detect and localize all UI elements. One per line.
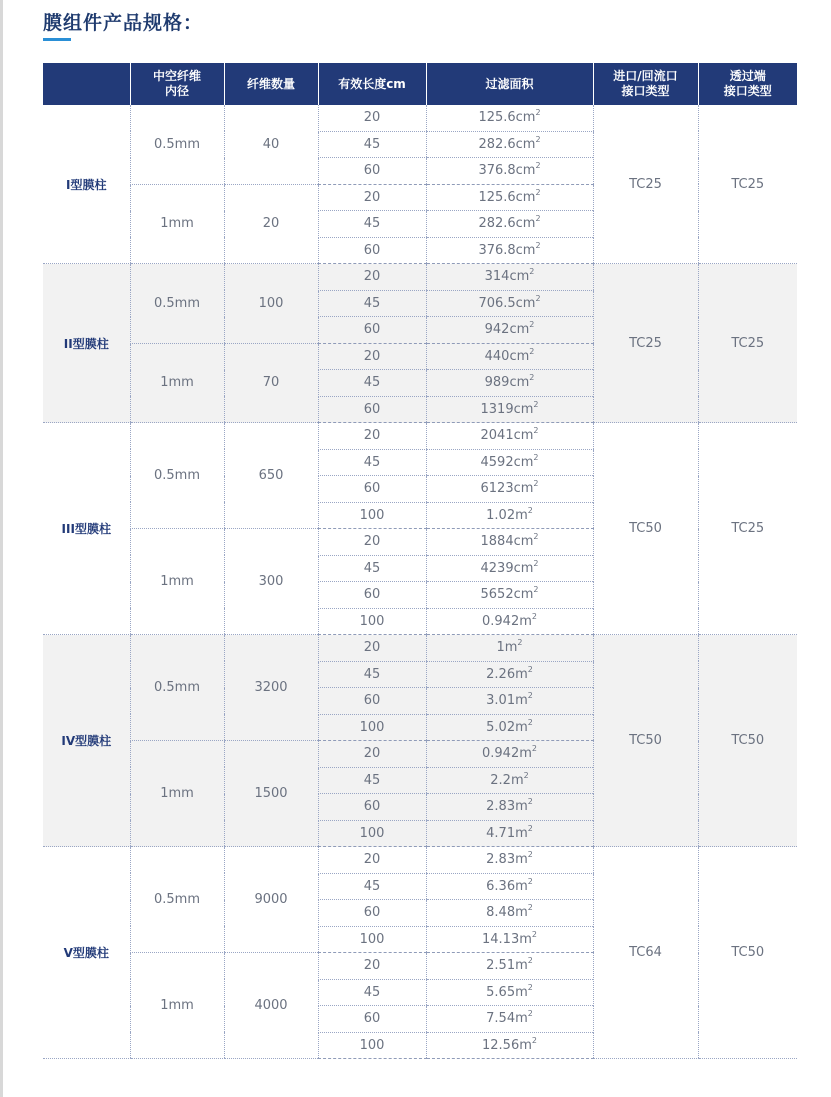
area-unit-superscript: 2 — [527, 903, 533, 913]
filter-area: $942cm^2$ — [426, 317, 593, 344]
area-unit-superscript: 2 — [533, 585, 539, 595]
filter-area: $2.26m^2$ — [426, 661, 593, 688]
membrane-group — [43, 105, 797, 264]
filter-area: $5652cm^2$ — [426, 582, 593, 609]
area-unit-superscript: 2 — [535, 293, 541, 303]
effective-length: 20 — [318, 953, 426, 980]
membrane-group — [43, 264, 797, 423]
filter-area: $2.51m^2$ — [426, 953, 593, 980]
area-unit-superscript: 2 — [527, 1009, 533, 1019]
table-row — [43, 635, 797, 662]
filter-area: $2.2m^2$ — [426, 767, 593, 794]
filter-area: $1319cm^2$ — [426, 396, 593, 423]
area-unit-superscript: 2 — [533, 426, 539, 436]
permeate-port-type: TC25 — [698, 105, 797, 264]
filter-area: $4592cm^2$ — [426, 449, 593, 476]
effective-length: 60 — [318, 396, 426, 423]
filter-area: $2041cm^2$ — [426, 423, 593, 450]
area-unit-superscript: 2 — [527, 823, 533, 833]
area-unit-superscript: 2 — [517, 638, 523, 648]
table-row — [43, 423, 797, 450]
area-unit-superscript: 2 — [535, 134, 541, 144]
membrane-type: IV型膜柱 — [43, 635, 130, 847]
effective-length: 20 — [318, 264, 426, 291]
effective-length: 20 — [318, 529, 426, 556]
effective-length: 45 — [318, 979, 426, 1006]
effective-length: 20 — [318, 847, 426, 874]
inlet-port-type: TC64 — [593, 847, 698, 1059]
area-unit-superscript: 2 — [529, 373, 535, 383]
filter-area: $314cm^2$ — [426, 264, 593, 291]
effective-length: 20 — [318, 423, 426, 450]
area-unit-superscript: 2 — [535, 161, 541, 171]
area-unit-superscript: 2 — [527, 664, 533, 674]
inlet-port-type: TC25 — [593, 264, 698, 423]
fiber-inner-diameter: 0.5mm — [130, 264, 224, 344]
filter-area: $376.8cm^2$ — [426, 158, 593, 185]
filter-area: $1m^2$ — [426, 635, 593, 662]
fiber-count: 100 — [224, 264, 318, 344]
filter-area: $282.6cm^2$ — [426, 211, 593, 238]
area-unit-superscript: 2 — [523, 770, 529, 780]
fiber-inner-diameter: 0.5mm — [130, 423, 224, 529]
area-unit-superscript: 2 — [535, 214, 541, 224]
fiber-inner-diameter: 0.5mm — [130, 847, 224, 953]
filter-area: $12.56m^2$ — [426, 1032, 593, 1059]
area-unit-superscript: 2 — [533, 532, 539, 542]
membrane-type: I型膜柱 — [43, 105, 130, 264]
filter-area: $5.65m^2$ — [426, 979, 593, 1006]
effective-length: 60 — [318, 582, 426, 609]
effective-length: 20 — [318, 635, 426, 662]
header-type — [43, 63, 130, 105]
fiber-inner-diameter: 1mm — [130, 953, 224, 1059]
fiber-inner-diameter: 1mm — [130, 343, 224, 423]
area-unit-superscript: 2 — [535, 240, 541, 250]
effective-length: 100 — [318, 608, 426, 635]
filter-area: $125.6cm^2$ — [426, 184, 593, 211]
permeate-port-type: TC50 — [698, 847, 797, 1059]
page-title: 膜组件产品规格： — [43, 12, 204, 34]
membrane-group — [43, 847, 797, 1059]
page-left-edge — [0, 0, 3, 1097]
area-unit-superscript: 2 — [533, 399, 539, 409]
area-unit-superscript: 2 — [533, 452, 539, 462]
membrane-group — [43, 635, 797, 847]
effective-length: 20 — [318, 184, 426, 211]
filter-area: $1.02m^2$ — [426, 502, 593, 529]
header-fiber-inner-diameter: 中空纤维 内径 — [130, 63, 224, 105]
fiber-inner-diameter: 0.5mm — [130, 635, 224, 741]
area-unit-superscript: 2 — [531, 611, 537, 621]
effective-length: 45 — [318, 370, 426, 397]
effective-length: 45 — [318, 290, 426, 317]
filter-area: $7.54m^2$ — [426, 1006, 593, 1033]
spec-table — [43, 63, 797, 1059]
area-unit-superscript: 2 — [527, 850, 533, 860]
filter-area: $14.13m^2$ — [426, 926, 593, 953]
effective-length: 100 — [318, 1032, 426, 1059]
effective-length: 20 — [318, 105, 426, 131]
area-unit-superscript: 2 — [529, 320, 535, 330]
filter-area: $4239cm^2$ — [426, 555, 593, 582]
membrane-type: V型膜柱 — [43, 847, 130, 1059]
area-unit-superscript: 2 — [527, 982, 533, 992]
effective-length: 100 — [318, 502, 426, 529]
filter-area: $989cm^2$ — [426, 370, 593, 397]
area-unit-superscript: 2 — [533, 479, 539, 489]
membrane-type: III型膜柱 — [43, 423, 130, 635]
header-inlet-port-type: 进口/回流口 接口类型 — [593, 63, 698, 105]
fiber-inner-diameter: 1mm — [130, 184, 224, 264]
area-unit-superscript: 2 — [527, 505, 533, 515]
fiber-count: 650 — [224, 423, 318, 529]
header-permeate-port-type: 透过端 接口类型 — [698, 63, 797, 105]
area-unit-superscript: 2 — [527, 717, 533, 727]
fiber-inner-diameter: 0.5mm — [130, 105, 224, 184]
table-header-row — [43, 63, 797, 105]
filter-area: $376.8cm^2$ — [426, 237, 593, 264]
area-unit-superscript: 2 — [527, 797, 533, 807]
inlet-port-type: TC25 — [593, 105, 698, 264]
fiber-count: 1500 — [224, 741, 318, 847]
permeate-port-type: TC25 — [698, 264, 797, 423]
fiber-count: 3200 — [224, 635, 318, 741]
filter-area: $3.01m^2$ — [426, 688, 593, 715]
filter-area: $706.5cm^2$ — [426, 290, 593, 317]
fiber-count: 300 — [224, 529, 318, 635]
effective-length: 100 — [318, 714, 426, 741]
effective-length: 60 — [318, 237, 426, 264]
filter-area: $0.942m^2$ — [426, 608, 593, 635]
area-unit-superscript: 2 — [527, 876, 533, 886]
permeate-port-type: TC25 — [698, 423, 797, 635]
effective-length: 60 — [318, 476, 426, 503]
effective-length: 60 — [318, 900, 426, 927]
effective-length: 20 — [318, 343, 426, 370]
effective-length: 45 — [318, 449, 426, 476]
table-row — [43, 264, 797, 291]
effective-length: 100 — [318, 926, 426, 953]
fiber-count: 20 — [224, 184, 318, 264]
effective-length: 45 — [318, 661, 426, 688]
fiber-inner-diameter: 1mm — [130, 741, 224, 847]
filter-area: $282.6cm^2$ — [426, 131, 593, 158]
filter-area: $2.83m^2$ — [426, 794, 593, 821]
filter-area: $440cm^2$ — [426, 343, 593, 370]
filter-area: $1884cm^2$ — [426, 529, 593, 556]
header-fiber-count: 纤维数量 — [224, 63, 318, 105]
membrane-type: II型膜柱 — [43, 264, 130, 423]
filter-area: $5.02m^2$ — [426, 714, 593, 741]
header-filter-area: 过滤面积 — [426, 63, 593, 105]
table-row — [43, 105, 797, 131]
fiber-count: 9000 — [224, 847, 318, 953]
area-unit-superscript: 2 — [533, 558, 539, 568]
filter-area: $4.71m^2$ — [426, 820, 593, 847]
table-row — [43, 847, 797, 874]
effective-length: 45 — [318, 211, 426, 238]
area-unit-superscript: 2 — [529, 267, 535, 277]
effective-length: 45 — [318, 131, 426, 158]
header-effective-length: 有效长度cm — [318, 63, 426, 105]
area-unit-superscript: 2 — [527, 691, 533, 701]
area-unit-superscript: 2 — [535, 108, 541, 118]
fiber-count: 40 — [224, 105, 318, 184]
inlet-port-type: TC50 — [593, 423, 698, 635]
filter-area: $6123cm^2$ — [426, 476, 593, 503]
area-unit-superscript: 2 — [529, 346, 535, 356]
effective-length: 60 — [318, 1006, 426, 1033]
filter-area: $0.942m^2$ — [426, 741, 593, 768]
filter-area: $6.36m^2$ — [426, 873, 593, 900]
membrane-group — [43, 423, 797, 635]
filter-area: $2.83m^2$ — [426, 847, 593, 874]
effective-length: 45 — [318, 873, 426, 900]
area-unit-superscript: 2 — [531, 744, 537, 754]
area-unit-superscript: 2 — [531, 1035, 537, 1045]
filter-area: $125.6cm^2$ — [426, 105, 593, 131]
fiber-count: 70 — [224, 343, 318, 423]
permeate-port-type: TC50 — [698, 635, 797, 847]
title-underline — [43, 38, 71, 41]
area-unit-superscript: 2 — [531, 929, 537, 939]
effective-length: 100 — [318, 820, 426, 847]
effective-length: 60 — [318, 794, 426, 821]
area-unit-superscript: 2 — [535, 187, 541, 197]
fiber-inner-diameter: 1mm — [130, 529, 224, 635]
inlet-port-type: TC50 — [593, 635, 698, 847]
effective-length: 45 — [318, 767, 426, 794]
fiber-count: 4000 — [224, 953, 318, 1059]
effective-length: 45 — [318, 555, 426, 582]
effective-length: 60 — [318, 688, 426, 715]
effective-length: 20 — [318, 741, 426, 768]
effective-length: 60 — [318, 317, 426, 344]
filter-area: $8.48m^2$ — [426, 900, 593, 927]
area-unit-superscript: 2 — [527, 956, 533, 966]
effective-length: 60 — [318, 158, 426, 185]
